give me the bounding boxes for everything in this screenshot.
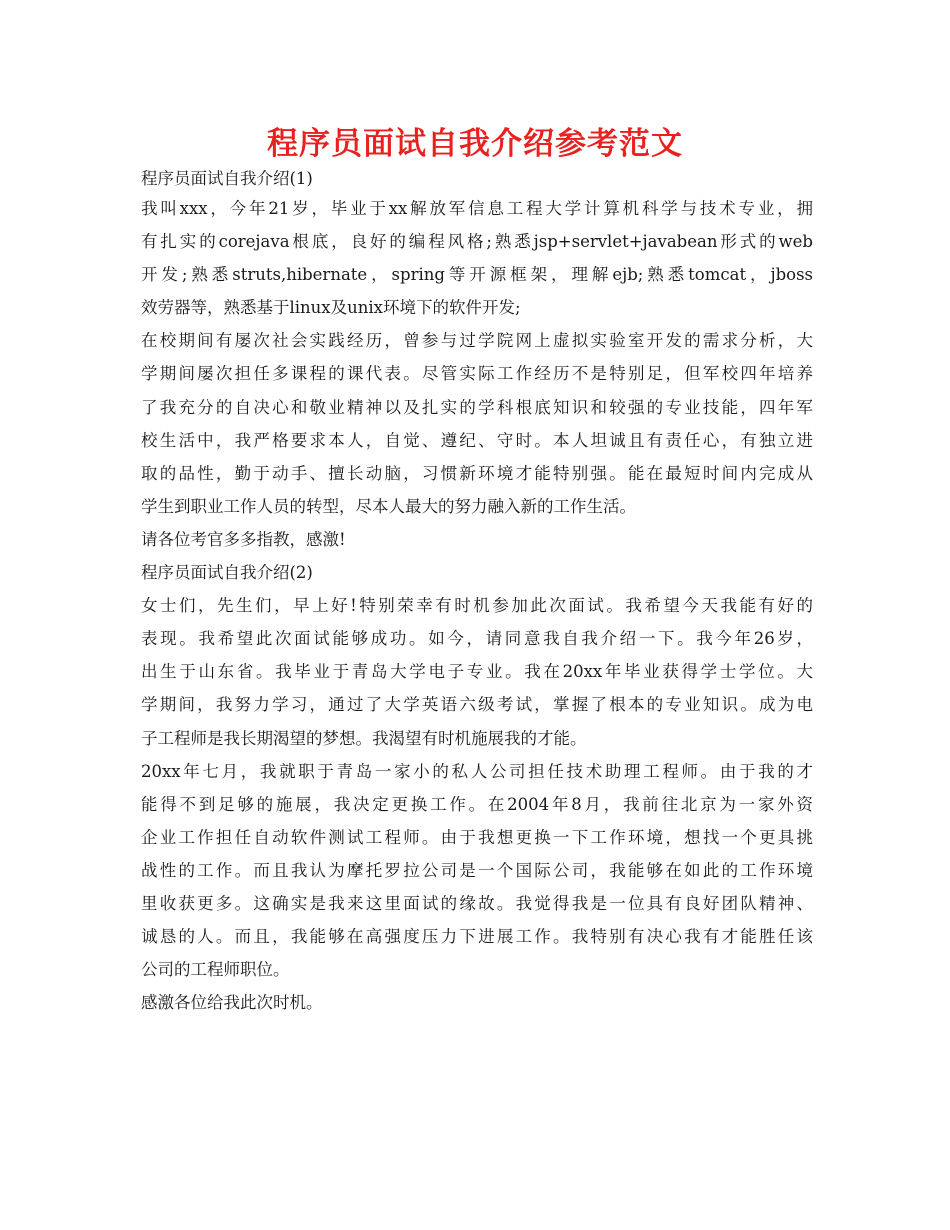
text-line: 感激各位给我此次时机。 xyxy=(141,993,323,1013)
text-line: 企业工作担任自动软件测试工程师。由于我想更换一下工作环境，想找一个更具挑 xyxy=(141,827,813,847)
text-line: 效劳器等，熟悉基于linux及unix环境下的软件开发; xyxy=(141,298,521,318)
text-line: 女士们，先生们，早上好!特别荣幸有时机参加此次面试。我希望今天我能有好的 xyxy=(141,596,813,616)
text-line: 开发;熟悉struts,hibernate，spring等开源框架，理解ejb;熟悉tomcat，jboss xyxy=(141,265,813,285)
text-line: 了我充分的自决心和敬业精神以及扎实的学科根底知识和较强的专业技能，四年军 xyxy=(141,397,813,417)
text-line: 20xx年七月，我就职于青岛一家小的私人公司担任技术助理工程师。由于我的才 xyxy=(141,761,813,781)
text-line: 程序员面试自我介绍(2) xyxy=(141,563,313,583)
document-body xyxy=(141,166,813,1019)
text-line: 里收获更多。这确实是我来这里面试的缘故。我觉得我是一位具有良好团队精神、 xyxy=(141,893,813,913)
text-line: 取的品性，勤于动手、擅长动脑，习惯新环境才能特别强。能在最短时间内完成从 xyxy=(141,463,813,483)
text-line: 有扎实的corejava根底，良好的编程风格;熟悉jsp+servlet+javabean形式的web xyxy=(141,232,813,252)
section-heading: 程序员面试自我介绍(1) xyxy=(141,169,313,188)
text-line: 诚恳的人。而且，我能够在高强度压力下进展工作。我特别有决心我有才能胜任该 xyxy=(141,927,813,947)
text-line: 表现。我希望此次面试能够成功。如今，请同意我自我介绍一下。我今年26岁， xyxy=(141,629,813,649)
text-line: 学期间屡次担任多课程的课代表。尽管实际工作经历不是特别足，但军校四年培养 xyxy=(141,364,813,384)
text-line: 能得不到足够的施展，我决定更换工作。在2004年8月，我前往北京为一家外资 xyxy=(141,794,813,814)
text-line: 公司的工程师职位。 xyxy=(141,960,290,980)
text-line: 学生到职业工作人员的转型，尽本人最大的努力融入新的工作生活。 xyxy=(141,496,636,516)
text-line: 战性的工作。而且我认为摩托罗拉公司是一个国际公司，我能够在如此的工作环境 xyxy=(141,860,813,880)
text-line: 请各位考官多多指教，感激! xyxy=(141,529,346,549)
document-title: 程序员面试自我介绍参考范文 xyxy=(267,126,683,162)
text-line: 子工程师是我长期渴望的梦想。我渴望有时机施展我的才能。 xyxy=(141,728,587,748)
text-line: 校生活中，我严格要求本人，自觉、遵纪、守时。本人坦诚且有责任心，有独立进 xyxy=(141,430,813,450)
text-line: 在校期间有屡次社会实践经历，曾参与过学院网上虚拟实验室开发的需求分析，大 xyxy=(141,331,813,351)
text-line: 出生于山东省。我毕业于青岛大学电子专业。我在20xx年毕业获得学士学位。大 xyxy=(141,662,813,682)
text-line: 我叫xxx，今年21岁，毕业于xx解放军信息工程大学计算机科学与技术专业，拥 xyxy=(141,199,813,218)
text-line: 学期间，我努力学习，通过了大学英语六级考试，掌握了根本的专业知识。成为电 xyxy=(141,695,813,715)
